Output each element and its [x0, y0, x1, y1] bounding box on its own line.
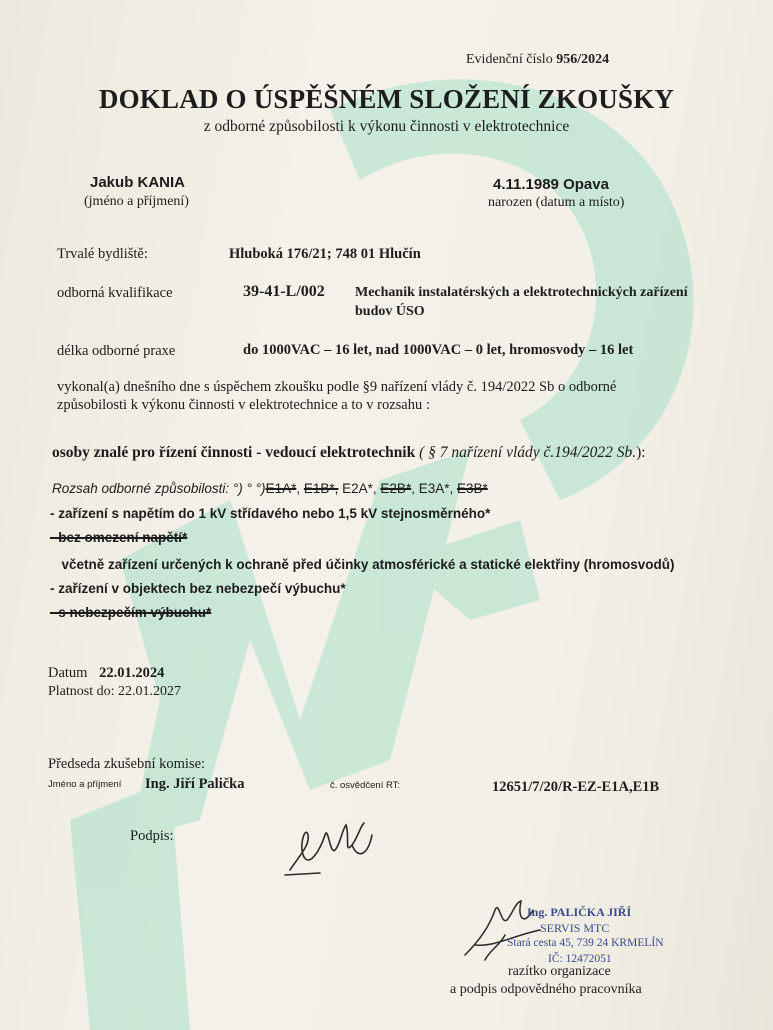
residence-value: Hluboká 176/21; 748 01 Hlučín [229, 246, 421, 262]
practice-value: do 1000VAC – 16 let, nad 1000VAC – 0 let, hromosvody – 16 let [243, 342, 634, 358]
code-e2a: E2A*, [338, 481, 381, 496]
scope-item-no-explosion: - zařízení v objektech bez nebezpečí výbuchu* [50, 581, 346, 596]
stamp-line-1: Ing. PALIČKA JIŘÍ [527, 905, 632, 919]
code-e3a: , E3A*, [411, 481, 457, 496]
scope-reference: ( § 7 nařízení vlády č.194/2022 Sb. [419, 444, 637, 461]
scope-item-no-limit: - bez omezení napětí* [50, 530, 188, 545]
committee-cert-value: 12651/7/20/R-EZ-E1A,E1B [492, 779, 660, 795]
document-title: DOKLAD O ÚSPĚŠNÉM SLOŽENÍ ZKOUŠKY [98, 84, 675, 114]
statement-line-2: způsobilosti k výkonu činnosti v elektrotechnice a to v rozsahu : [57, 397, 430, 413]
qualification-text-1: Mechanik instalatérských a elektrotechnických zařízení [355, 285, 688, 300]
footer-line-1: razítko organizace [508, 964, 611, 979]
code-e3b: E3B* [456, 481, 488, 496]
scope-item-lightning: včetně zařízení určených k ochraně před účinky atmosférické a statické elektřiny (hromosvodů) [54, 557, 675, 572]
stamp-line-4: IČ: 12472051 [548, 953, 612, 965]
code-e1a: E1A* [265, 481, 297, 496]
code-e1b: E1B*, [303, 481, 339, 496]
committee-cert-label: č. osvědčení RT: [330, 780, 401, 791]
scope-role: osoby znalé pro řízení činnosti - vedoucí elektrotechnik [52, 444, 416, 461]
date-row [48, 665, 164, 682]
range-codes [266, 481, 488, 496]
date-label: Datum [48, 665, 88, 681]
code-e2b: E2B* [380, 481, 412, 496]
code-separator: , [296, 481, 304, 496]
birth-caption: narozen (datum a místo) [488, 195, 625, 210]
committee-label: Předseda zkušební komise: [48, 756, 206, 772]
range-label: Rozsah odborné způsobilosti: °) ° °) [52, 481, 266, 496]
residence-label: Trvalé bydliště: [57, 246, 148, 262]
valid-row [48, 684, 181, 700]
qualification-code: 39-41-L/002 [243, 283, 325, 300]
scope-item-explosion: - s nebezpečím výbuchu* [50, 605, 212, 620]
footer-line-2: a podpis odpovědného pracovníka [450, 982, 642, 997]
committee-name-value: Ing. Jiří Palička [145, 776, 245, 792]
committee-name-label: Jméno a příjmení [48, 779, 122, 790]
chairman-signature [280, 815, 380, 880]
statement-line-1: vykonal(a) dnešního dne s úspěchem zkoušku podle §9 nařízení vlády č. 194/2022 Sb o odborné [57, 379, 617, 395]
evidence-value: 956/2024 [556, 52, 610, 67]
qualification-text-2: budov ÚSO [355, 304, 425, 319]
document-subtitle: z odborné způsobilosti k výkonu činnosti v elektrotechnice [203, 118, 570, 135]
person-name: Jakub KANIA [90, 174, 186, 191]
stamp-line-2: SERVIS MTC [540, 921, 610, 935]
evidence-number [466, 52, 609, 68]
stamp-line-3: Stará cesta 45, 739 24 KRMELÍN [507, 937, 664, 949]
person-name-caption: (jméno a příjmení) [84, 194, 189, 209]
birth-value: 4.11.1989 Opava [493, 176, 609, 193]
scope-range [52, 481, 488, 496]
valid-value: 22.01.2027 [118, 684, 182, 699]
signature-label: Podpis: [130, 828, 174, 844]
evidence-label: Evidenční číslo [466, 52, 553, 67]
scope-reference-end: ): [636, 444, 646, 461]
date-value: 22.01.2024 [99, 665, 165, 681]
valid-label: Platnost do: [48, 684, 115, 699]
scope-heading [52, 444, 646, 462]
qualification-label: odborná kvalifikace [57, 285, 173, 301]
scope-item-voltage: - zařízení s napětím do 1 kV střídavého nebo 1,5 kV stejnosměrného* [50, 506, 491, 521]
practice-label: délka odborné praxe [57, 343, 176, 359]
